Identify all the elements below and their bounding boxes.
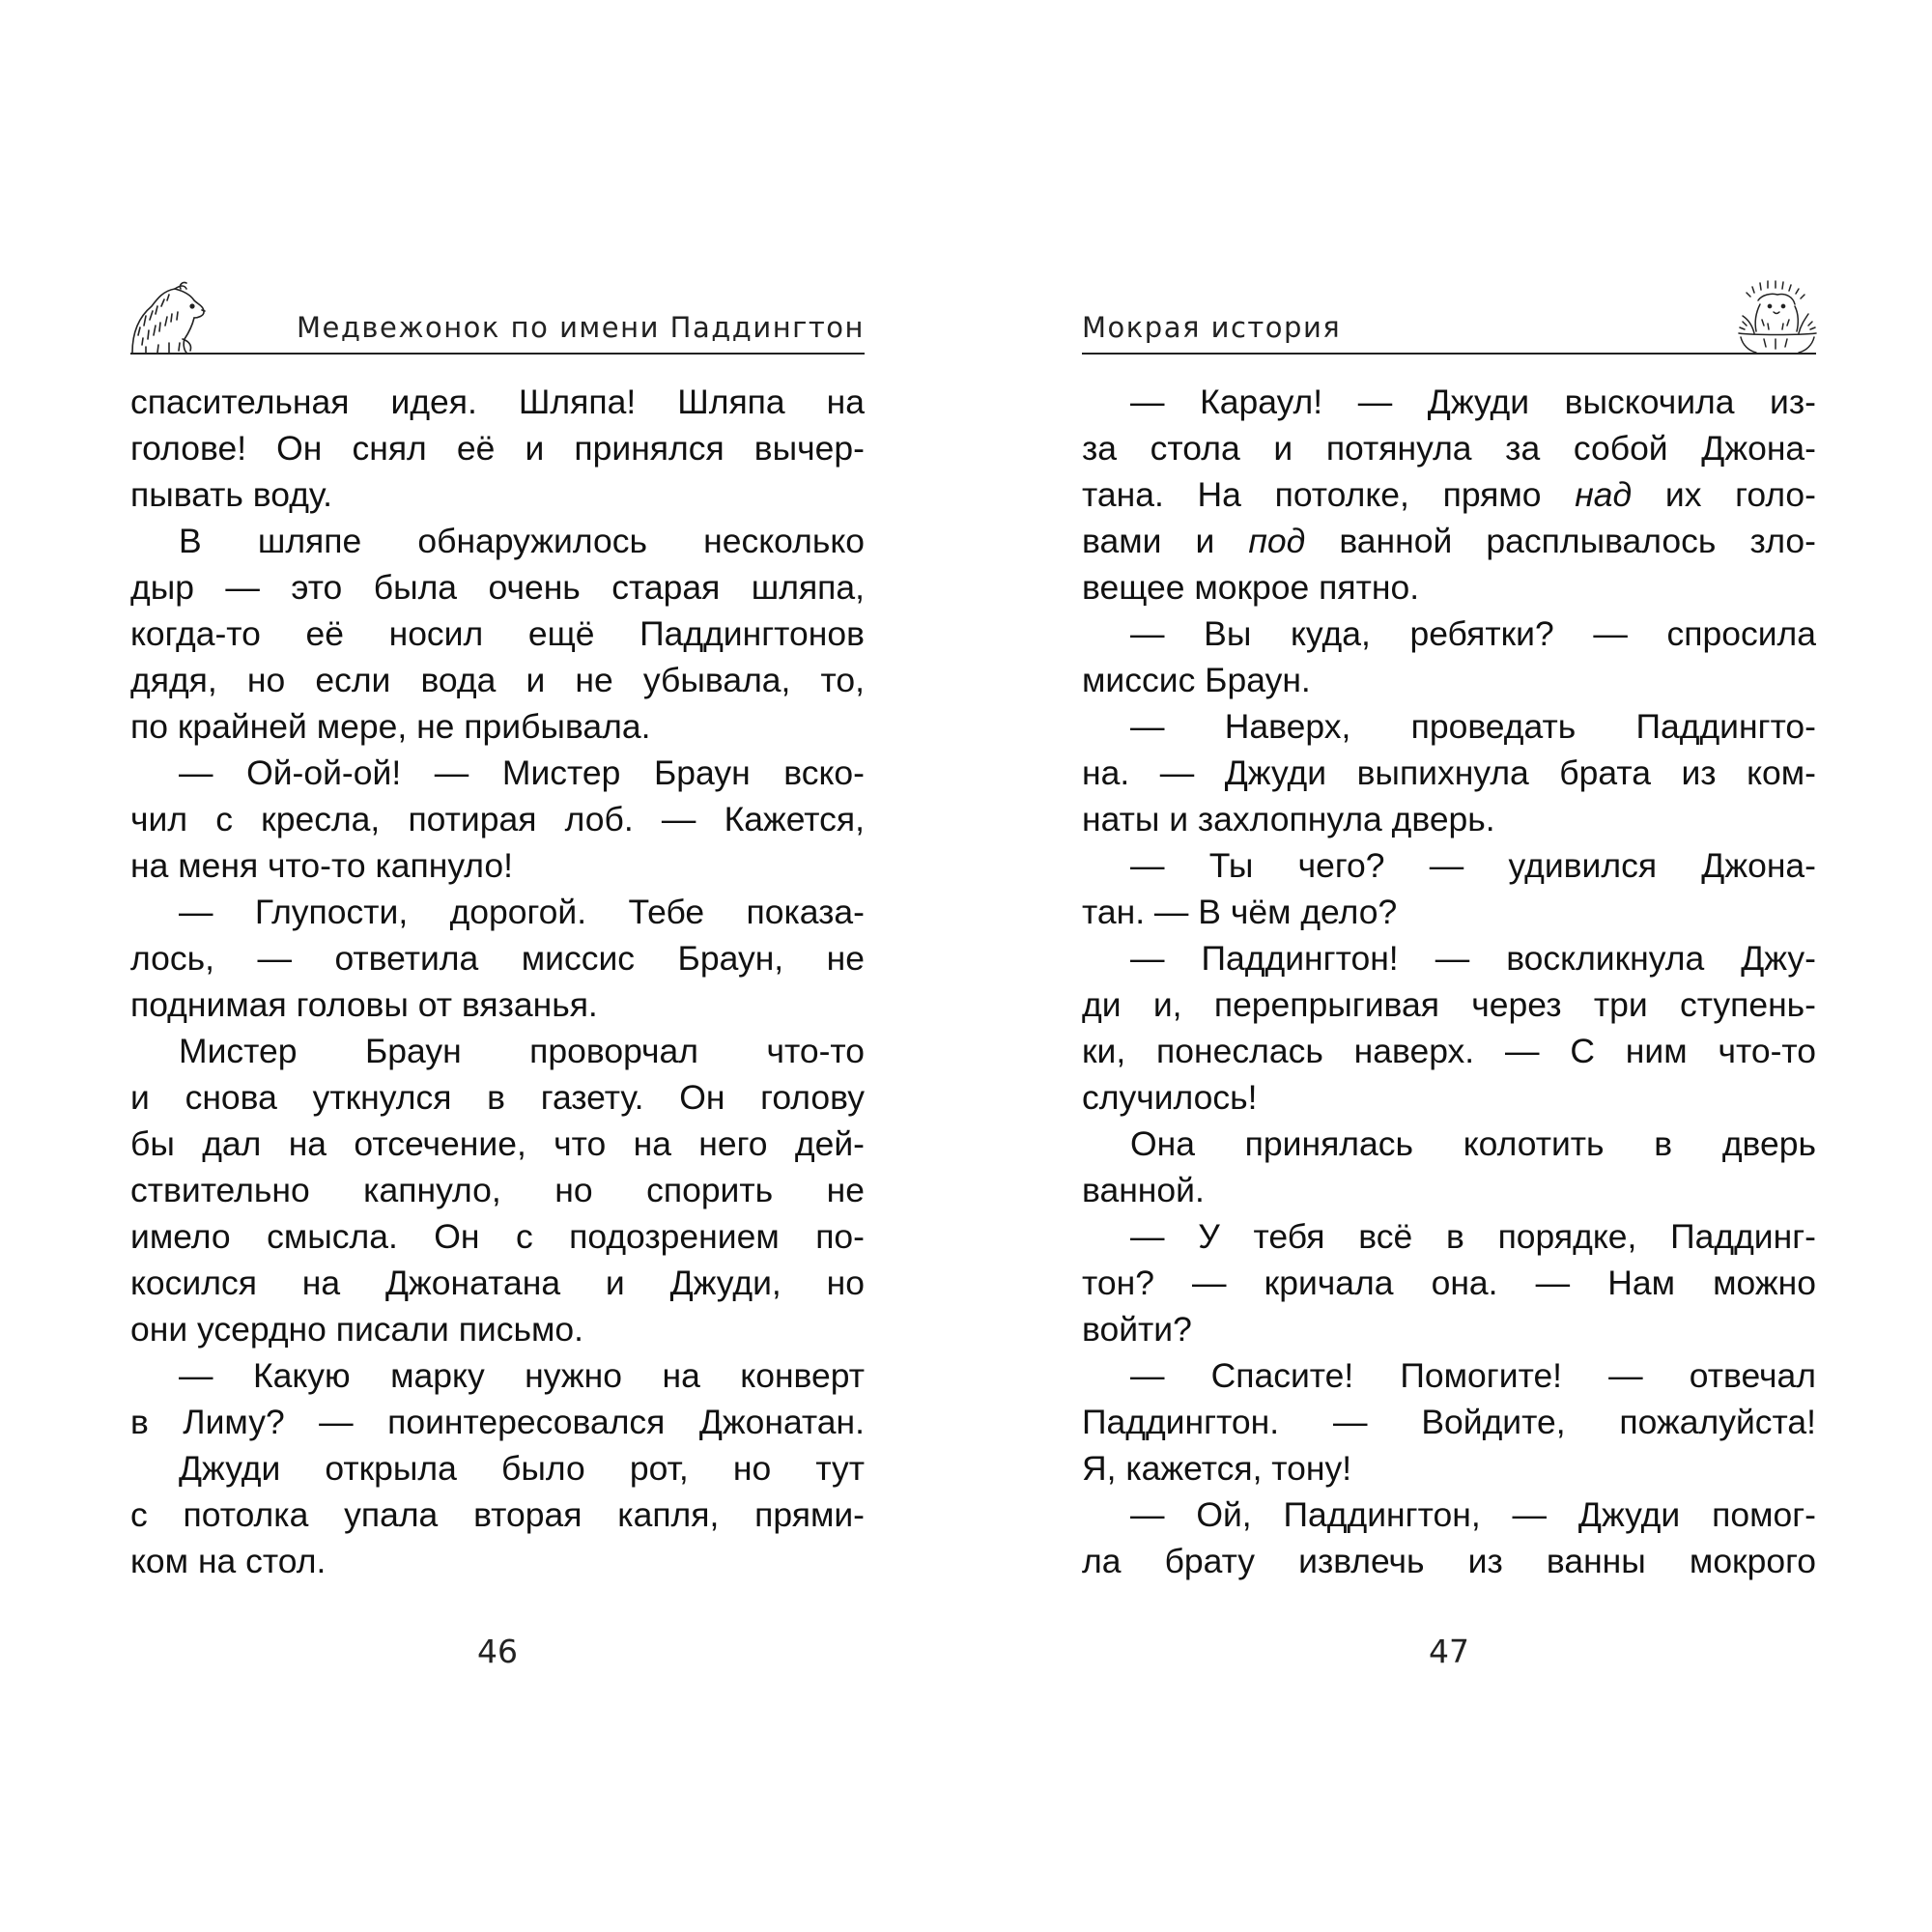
- left-page: [130, 0, 865, 1932]
- text-line: Она принялась колотить в дверь: [1130, 1124, 1816, 1163]
- text-line: с потолка упала вторая капля, прями-: [130, 1495, 865, 1534]
- text-line: вещее мокрое пятно.: [1082, 568, 1420, 607]
- text-line: — Караул! — Джуди выскочила из-: [1130, 383, 1816, 421]
- text-line: чил с кресла, потирая лоб. — Кажется,: [130, 800, 865, 838]
- text-line: на меня что-то капнуло!: [130, 846, 514, 885]
- text-line: по крайней мере, не прибывала.: [130, 707, 651, 746]
- text-line: лось, — ответила миссис Браун, не: [130, 939, 865, 978]
- text-line: наты и захлопнула дверь.: [1082, 800, 1495, 838]
- text-line: — У тебя всё в порядке, Паддинг-: [1130, 1217, 1816, 1256]
- text-fragment: ванной расплывалось зло-: [1305, 522, 1816, 560]
- italic-word: над: [1575, 475, 1633, 514]
- bear-sketch-icon: [125, 277, 212, 355]
- page-number: 47: [1429, 1633, 1469, 1670]
- text-line: дядя, но если вода и не убывала, то,: [130, 661, 865, 699]
- text-line: ла брату извлечь из ванны мокрого: [1082, 1542, 1816, 1580]
- text-line: ди и, перепрыгивая через три ступень-: [1082, 985, 1816, 1024]
- text-line: — Глупости, дорогой. Тебе показа-: [179, 893, 865, 931]
- right-running-head: [1082, 290, 1816, 355]
- left-text-body: [130, 379, 865, 1584]
- running-head-title: Медвежонок по имени Паддингтон: [297, 311, 865, 344]
- text-fragment: тана. На потолке, прямо: [1082, 475, 1576, 514]
- text-line: войти?: [1082, 1310, 1192, 1349]
- text-line: на. — Джуди выпихнула брата из ком-: [1082, 753, 1816, 792]
- text-line: — Наверх, проведать Паддингто-: [1130, 707, 1816, 746]
- text-line: — Ой-ой-ой! — Мистер Браун вско-: [179, 753, 865, 792]
- text-line: за стола и потянула за собой Джона-: [1082, 429, 1816, 468]
- text-fragment: их голо-: [1632, 475, 1816, 514]
- text-line: в Лиму? — поинтересовался Джонатан.: [130, 1403, 865, 1441]
- text-line: спасительная идея. Шляпа! Шляпа на: [130, 383, 865, 421]
- text-line-with-italic: [1082, 518, 1816, 564]
- text-line: голове! Он снял её и принялся вычер-: [130, 429, 865, 468]
- text-line: тон? — кричала она. — Нам можно: [1082, 1264, 1816, 1302]
- text-line: — Ты чего? — удивился Джона-: [1130, 846, 1816, 885]
- right-page: [1082, 0, 1816, 1932]
- text-line: — Спасите! Помогите! — отвечал: [1130, 1356, 1816, 1395]
- text-line: бы дал на отсечение, что на него дей-: [130, 1124, 865, 1163]
- text-line: случилось!: [1082, 1078, 1258, 1117]
- running-head-title: Мокрая история: [1082, 311, 1342, 344]
- page-number: 46: [477, 1633, 518, 1670]
- text-fragment: вами и: [1082, 522, 1249, 560]
- text-line: ствительно капнуло, но спорить не: [130, 1171, 865, 1209]
- text-line: они усердно писали письмо.: [130, 1310, 584, 1349]
- left-running-head: [130, 290, 865, 355]
- italic-word: под: [1248, 522, 1306, 560]
- text-line: ки, понеслась наверх. — С ним что-то: [1082, 1032, 1816, 1070]
- text-line: и снова уткнулся в газету. Он голову: [130, 1078, 865, 1117]
- text-line: имело смысла. Он с подозрением по-: [130, 1217, 865, 1256]
- bear-in-bath-sketch-icon: [1733, 277, 1820, 355]
- text-line: пывать воду.: [130, 475, 332, 514]
- text-line: Джуди открыла было рот, но тут: [179, 1449, 865, 1488]
- text-line: дыр — это была очень старая шляпа,: [130, 568, 865, 607]
- text-line: тан. — В чём дело?: [1082, 893, 1398, 931]
- text-line: когда-то её носил ещё Паддингтонов: [130, 614, 865, 653]
- text-line: В шляпе обнаружилось несколько: [179, 522, 865, 560]
- text-line: миссис Браун.: [1082, 661, 1311, 699]
- text-line: поднимая головы от вязанья.: [130, 985, 598, 1024]
- text-line: — Паддингтон! — воскликнула Джу-: [1130, 939, 1816, 978]
- text-line: — Ой, Паддингтон, — Джуди помог-: [1130, 1495, 1816, 1534]
- text-line: ком на стол.: [130, 1542, 327, 1580]
- text-line: — Какую марку нужно на конверт: [179, 1356, 865, 1395]
- right-text-body: [1082, 379, 1816, 1584]
- text-line: Паддингтон. — Войдите, пожалуйста!: [1082, 1403, 1816, 1441]
- text-line: — Вы куда, ребятки? — спросила: [1130, 614, 1816, 653]
- text-line: Мистер Браун проворчал что-то: [179, 1032, 865, 1070]
- text-line: Я, кажется, тону!: [1082, 1449, 1352, 1488]
- text-line: ванной.: [1082, 1171, 1205, 1209]
- text-line-with-italic: [1082, 471, 1816, 518]
- text-line: косился на Джонатана и Джуди, но: [130, 1264, 865, 1302]
